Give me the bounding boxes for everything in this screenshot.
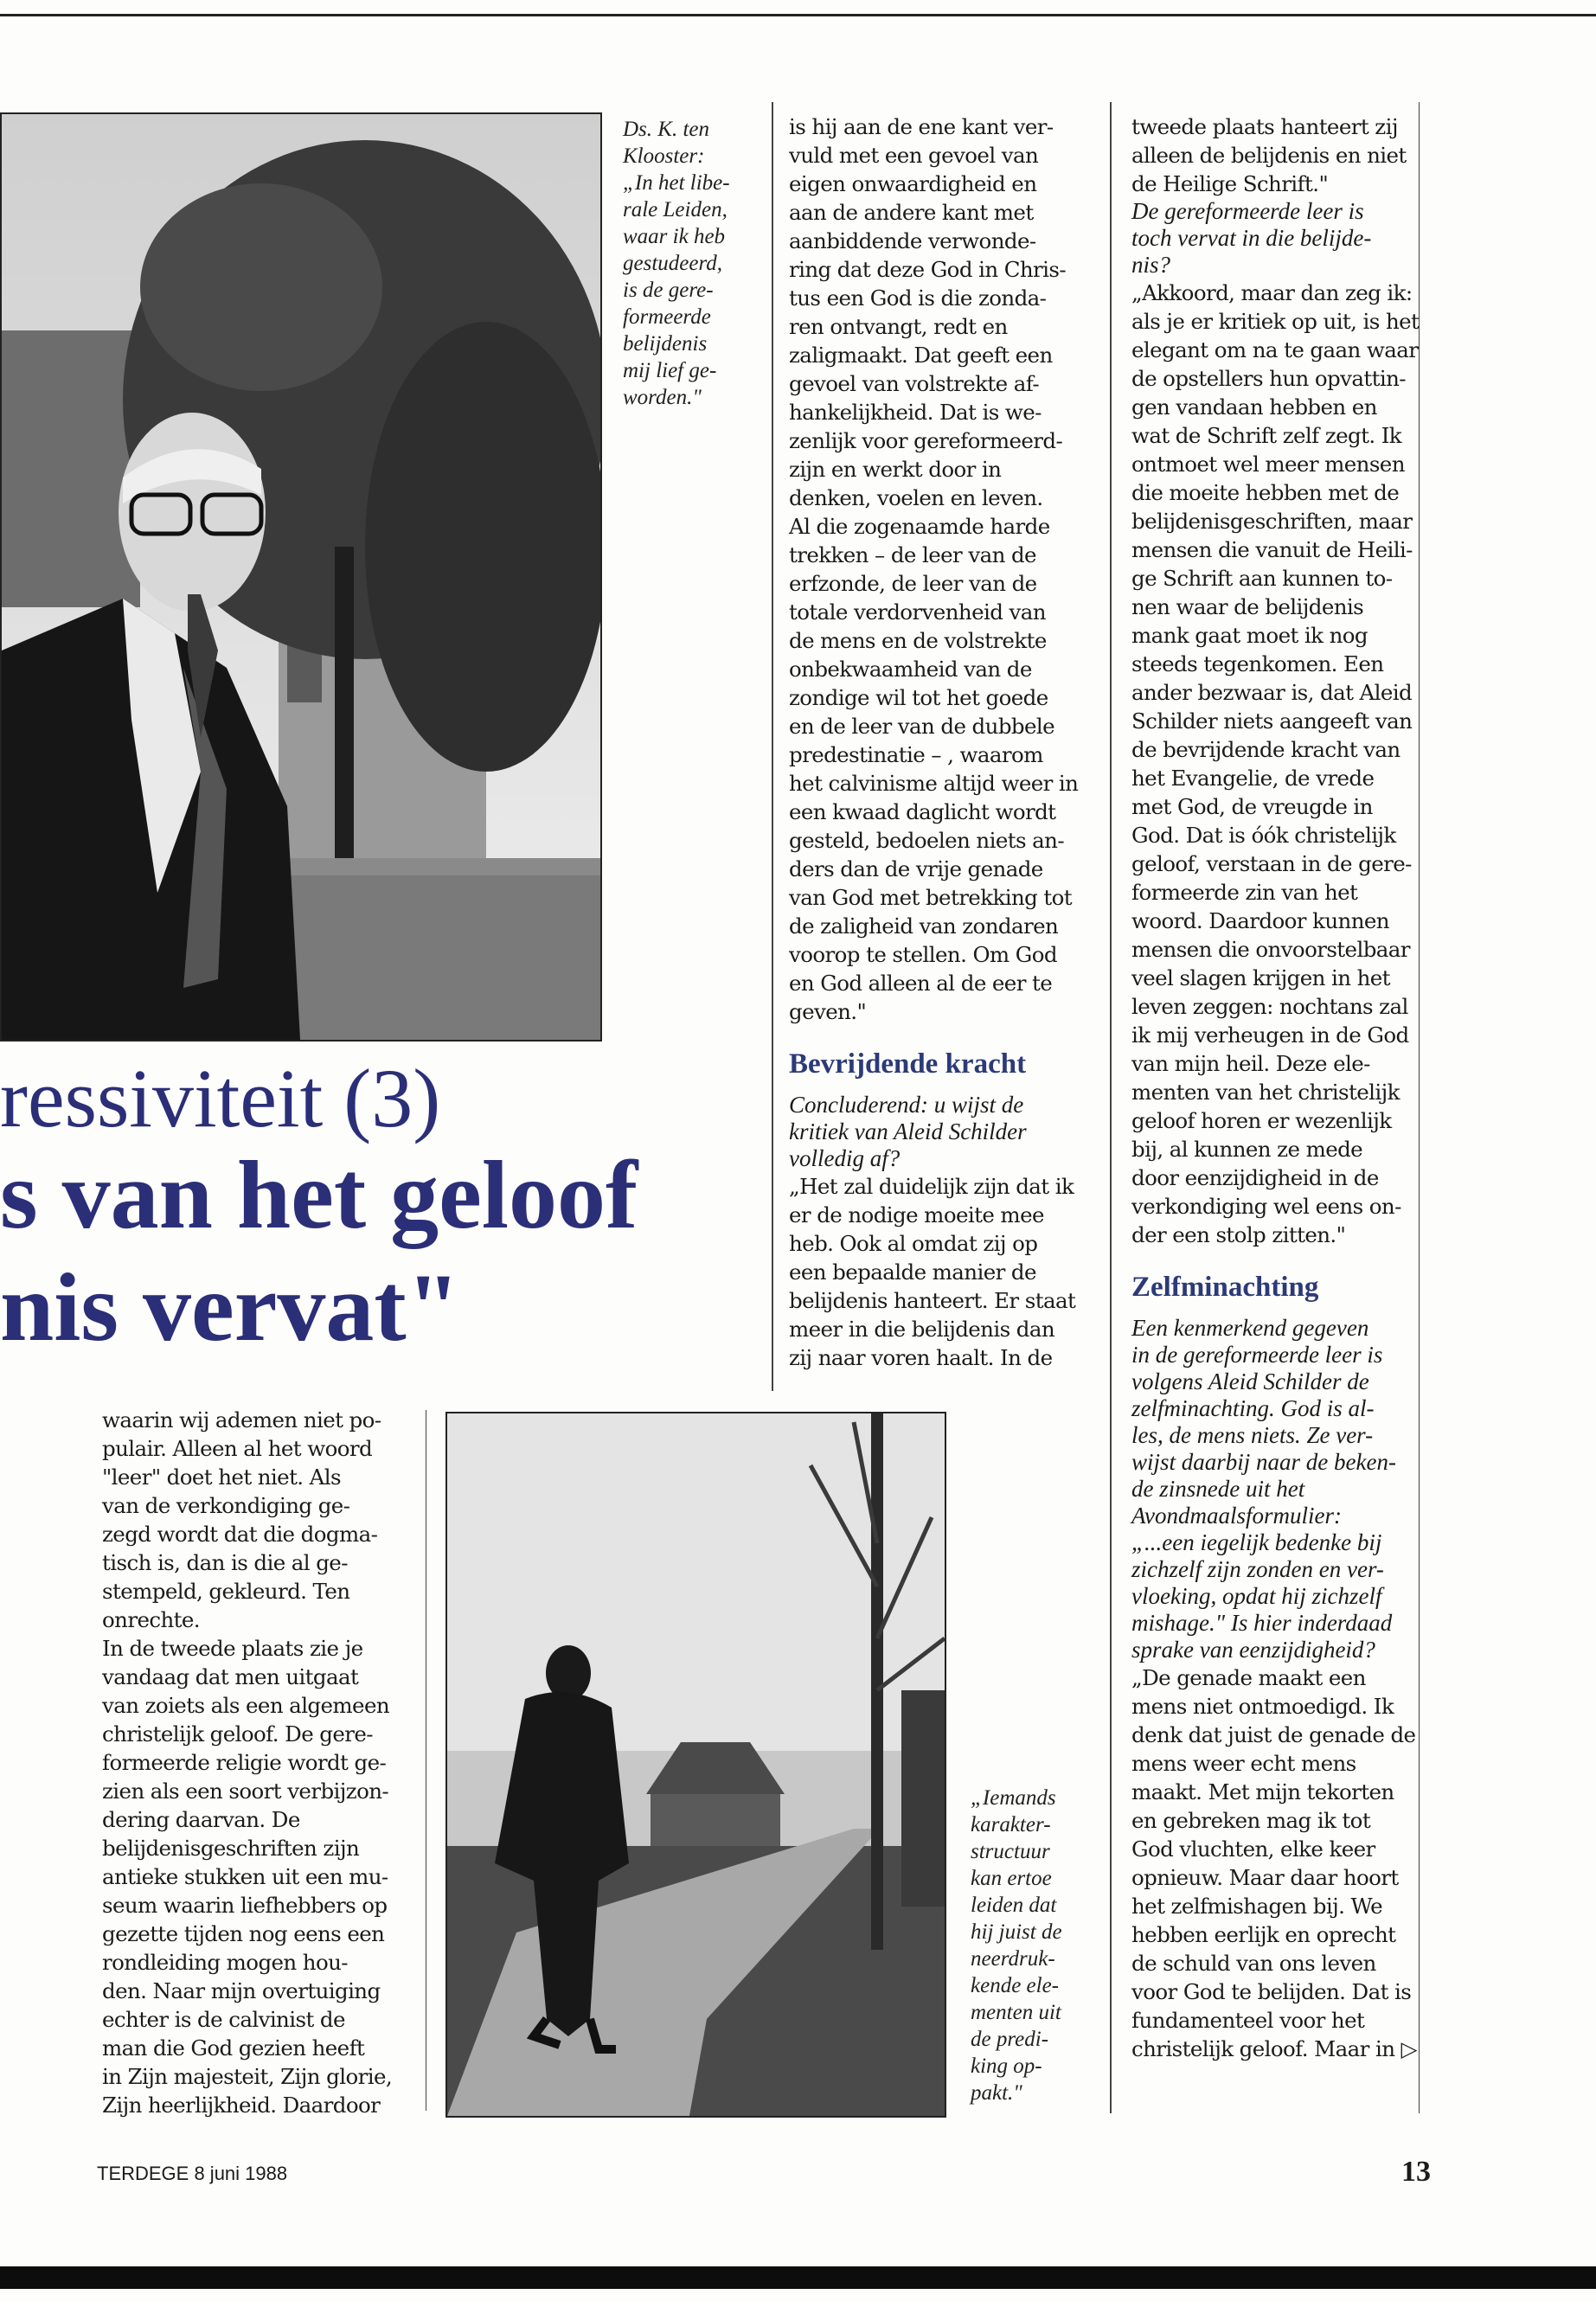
bottom-caption: „Iemands karakter- structuur kan ertoe leiden dat hij juist de neerdruk- kende ele- menten uit de predi- king op- pakt." bbox=[971, 1786, 1062, 2105]
top-rule bbox=[0, 14, 1596, 16]
portrait-photo bbox=[0, 112, 602, 1042]
right-column-text: tweede plaats hanteert zij alleen de belijdenis en niet de Heilige Schrift." bbox=[1131, 114, 1407, 196]
headline-line-2: s van het geloof bbox=[0, 1142, 638, 1249]
right-column-text-3: „De genade maakt een mens niet ontmoedigd. Ik denk dat juist de genade de mens weer echt mens maakt. Met mijn tekorten en gebreken mag ik tot God vluchten, elke keer opnieuw. Maar daar hoort het zelfmishagen bij. We hebben eerlijk en oprecht de schuld van ons leven voor God te belijden. Dat is fundamenteel voor het christelijk geloof. Maar in ▷ bbox=[1131, 1665, 1417, 2061]
interview-question: Concluderend: u wijst de kritiek van Aleid Schilder volledig af? bbox=[789, 1092, 1027, 1171]
subheading-zelfminachting: Zelfminachting bbox=[1131, 1272, 1319, 1303]
headline-line-1: ressiviteit (3) bbox=[0, 1052, 441, 1144]
right-column bbox=[1131, 112, 1434, 2063]
column-divider bbox=[772, 102, 773, 1391]
middle-column-text: is hij aan de ene kant ver- vuld met een gevoel van eigen onwaardigheid en aan de andere kant met aanbiddende verwonde- ring dat deze God in Chris- tus een God is die zonda- ren ontvangt, redt en zaligmaakt. Dat geeft een gevoel van volstrekte af- hankelijkheid. Dat is we- zenlijk voor gereformeerd- zijn en werkt door in denken, voelen en leven. Al die zogenaamde harde trekken – de leer van de erfzonde, de leer van de totale verdorvenheid van de mens en de volstrekte onbekwaamheid van de zondige wil tot het goede en de leer van de dubbele predestinatie – , waarom het calvinisme altijd weer in een kwaad daglicht wordt gesteld, bedoelen niets an- ders dan de vrije genade van God met betrekking tot de zaligheid van zondaren voorop te stellen. Om God en God alleen al de eer te geven." bbox=[789, 114, 1079, 1024]
interview-question: Een kenmerkend gegeven in de gereformeerde leer is volgens Aleid Schilder de zelfminachting. God is al- les, de mens niets. Ze ver- wijst daarbij naar de beken- de zinsnede uit het Avondmaalsformulier: „...een iegelijk bedenke bij zichzelf zijn zonden en ver- vloeking, opdat hij zichzelf mishage." Is hier inderdaad sprake van eenzijdigheid? bbox=[1131, 1315, 1396, 1663]
subheading-bevrijdende-kracht: Bevrijdende kracht bbox=[789, 1048, 1027, 1080]
middle-column-text-2: „Het zal duidelijk zijn dat ik er de nodige moeite mee heb. Ook al omdat zij op een bepaalde manier de belijdenis hanteert. Er staat meer in die belijdenis dan zij naar voren haalt. In de bbox=[789, 1174, 1076, 1370]
right-column-text-2: „Akkoord, maar dan zeg ik: als je er kritiek op uit, is het elegant om na te gaan waar de opstellers hun opvattin- gen vandaan hebben en wat de Schrift zelf zegt. Ik ontmoet wel meer mensen die moeite hebben met de belijdenisgeschriften, maar mensen die vanuit de Heili- ge Schrift aan kunnen to- nen waar de belijdenis mank gaat moet ik nog steeds tegenkomen. Een ander bezwaar is, dat Aleid Schilder niets aangeeft van de bevrijdende kracht van het Evangelie, de vrede met God, de vreugde in God. Dat is óók christelijk geloof, verstaan in de gere- formeerde zin van het woord. Daardoor kunnen mensen die onvoorstelbaar veel slagen krijgen in het leven zeggen: nochtans zal ik mij verheugen in de God van mijn heil. Deze ele- menten van het christelijk geloof horen er wezenlijk bij, al kunnen ze mede door eenzijdigheid in de verkondiging wel eens on- der een stolp zitten." bbox=[1131, 280, 1420, 1247]
headline-line-3: nis vervat" bbox=[0, 1254, 460, 1362]
middle-column bbox=[789, 112, 1100, 1372]
bottom-rule bbox=[0, 2266, 1596, 2289]
footer-publication: TERDEGE 8 juni 1988 bbox=[97, 2163, 288, 2184]
page-number: 13 bbox=[1401, 2156, 1431, 2188]
walking-man-photo bbox=[445, 1412, 946, 2118]
top-caption: Ds. K. ten Klooster: „In het libe- rale Leiden, waar ik heb gestudeerd, is de gere- formeerde belijdenis mij lief ge- worden." bbox=[623, 118, 730, 409]
left-column-text: waarin wij ademen niet po- pulair. Alleen al het woord "leer" doet het niet. Als van de verkondiging ge- zegd wordt dat die dogma- tisch is, dan is die al ge- stempeld, gekleurd. Ten onrechte. In de tweede plaats zie je vandaag dat men uitgaat van zoiets als een algemeen christelijk geloof. De gere- formeerde religie wordt ge- zien als een soort verbijzon- dering daarvan. De belijdenisgeschriften zijn antieke stukken uit een mu- seum waarin liefhebbers op gezette tijden nog eens een rondleiding mogen hou- den. Naar mijn overtuiging echter is de calvinist de man die God gezien heeft in Zijn majesteit, Zijn glorie, Zijn heerlijkheid. Daardoor bbox=[102, 1407, 393, 2118]
column-divider bbox=[1110, 102, 1112, 2113]
interview-question: De gereformeerde leer is toch vervat in die belijde- nis? bbox=[1131, 198, 1372, 278]
